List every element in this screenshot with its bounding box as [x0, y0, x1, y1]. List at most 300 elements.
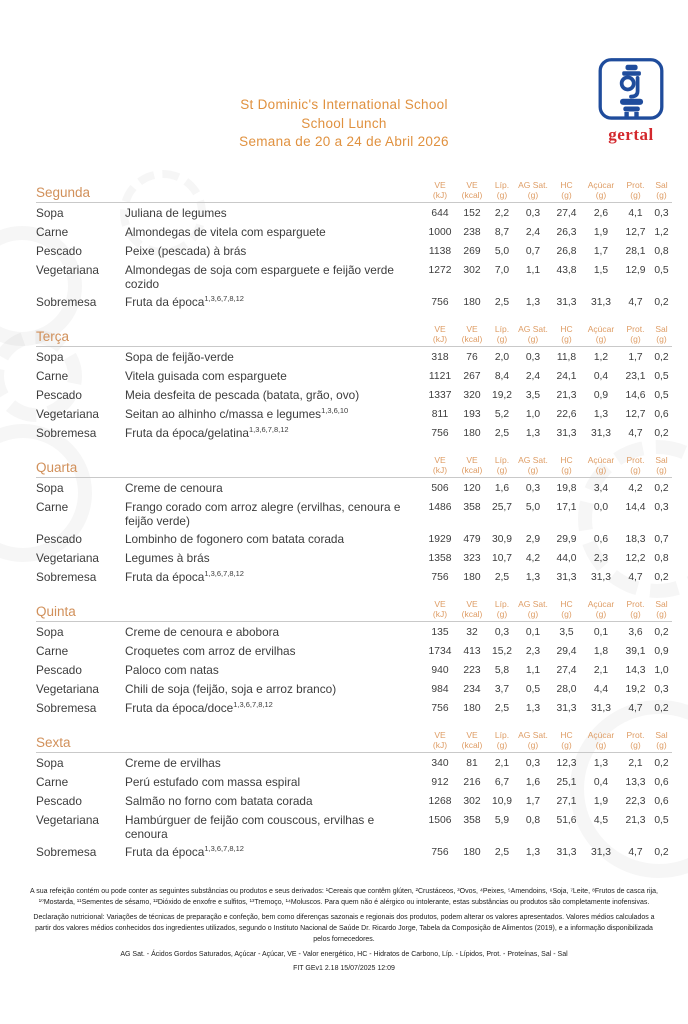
nutrition-value: 22,3	[625, 796, 646, 807]
nutrition-value: 4,7	[628, 297, 643, 308]
meal-category: Carne	[36, 775, 69, 789]
column-unit: (g)	[561, 465, 572, 475]
column-unit: (g)	[561, 190, 572, 200]
day-rows	[36, 347, 672, 441]
nutrition-value: 2,5	[494, 572, 510, 583]
nutrition-value: 1,2	[654, 227, 669, 238]
nutrition-value: 1,1	[525, 265, 541, 276]
column-unit: (g)	[595, 465, 607, 475]
nutrition-value: 2,3	[593, 553, 609, 564]
menu-row	[36, 426, 672, 441]
nutrition-value: 8,7	[494, 227, 510, 238]
nutrition-value: 0,2	[654, 297, 669, 308]
column-label: Prot.	[626, 730, 645, 740]
menu-row	[36, 663, 672, 678]
column-header	[651, 455, 672, 475]
column-label: VE	[466, 730, 478, 740]
day-name: Terça	[36, 329, 70, 344]
column-header	[620, 730, 651, 750]
allergen-superscript: 1,3,6,7,8,12	[233, 700, 273, 710]
nutrition-value: 193	[463, 409, 481, 420]
dish-name: Paloco com natas	[125, 663, 219, 677]
nutrition-value: 1,0	[525, 409, 541, 420]
menu-row	[36, 263, 672, 291]
column-unit: (g)	[496, 609, 508, 619]
nutrition-value: 11,8	[556, 352, 577, 363]
column-unit: (g)	[496, 334, 508, 344]
nutrition-value: 2,5	[494, 428, 510, 439]
column-label: Sal	[655, 455, 668, 465]
nutrition-value: 12,9	[625, 265, 646, 276]
meal-category: Vegetariana	[36, 263, 99, 277]
nutrition-value: 0,7	[654, 534, 669, 545]
nutrition-value: 2,5	[494, 297, 510, 308]
nutrition-value: 0,3	[654, 684, 669, 695]
nutrition-value: 44,0	[556, 553, 577, 564]
nutrition-value: 2,1	[593, 665, 609, 676]
nutrition-value: 8,4	[494, 371, 510, 382]
nutrition-value: 32	[466, 627, 478, 638]
nutrition-value: 12,2	[625, 553, 646, 564]
nutrition-value: 22,6	[556, 409, 577, 420]
column-header	[489, 324, 515, 344]
nutrition-value: 0,2	[654, 352, 669, 363]
nutrition-value: 28,1	[625, 246, 646, 257]
allergen-superscript: 1,3,6,10	[321, 406, 349, 416]
nutrition-value: 76	[466, 352, 478, 363]
column-unit: (g)	[595, 334, 607, 344]
nutrition-value: 479	[463, 534, 481, 545]
nutrition-value: 323	[463, 553, 481, 564]
column-unit: (kJ)	[432, 465, 448, 475]
nutrition-value: 0,6	[654, 777, 669, 788]
nutrition-value: 0,6	[593, 534, 609, 545]
menu-row	[36, 407, 672, 422]
nutrition-value: 180	[463, 703, 481, 714]
nutrition-value: 756	[431, 428, 449, 439]
menu-row	[36, 500, 672, 528]
meal-category: Sopa	[36, 350, 64, 364]
column-header	[551, 180, 582, 200]
column-header	[489, 180, 515, 200]
column-label: AG Sat.	[518, 324, 548, 334]
menu-type: School Lunch	[301, 115, 387, 131]
column-unit: (kcal)	[461, 609, 483, 619]
column-header	[582, 180, 620, 200]
dish-name: Hambúrguer de feijão com couscous, ervilhas e cenoura	[125, 813, 375, 841]
column-unit: (kJ)	[432, 334, 448, 344]
nutrition-value: 39,1	[625, 646, 646, 657]
column-header	[489, 599, 515, 619]
menu-row	[36, 206, 672, 221]
column-unit: (g)	[527, 334, 539, 344]
nutrition-value: 10,7	[491, 553, 513, 564]
nutrition-value: 4,7	[628, 703, 643, 714]
nutrition-value: 223	[463, 665, 481, 676]
column-header	[651, 599, 672, 619]
nutrition-value: 19,2	[625, 684, 646, 695]
column-unit: (g)	[496, 465, 508, 475]
nutrition-value: 506	[431, 483, 449, 494]
nutrition-value: 29,9	[556, 534, 577, 545]
nutrition-value: 756	[431, 847, 449, 858]
nutrition-value: 1,3	[525, 847, 541, 858]
column-unit: (g)	[656, 609, 667, 619]
column-header	[582, 324, 620, 344]
nutrition-value: 5,0	[525, 502, 541, 513]
column-label: AG Sat.	[518, 599, 548, 609]
nutrition-value: 216	[463, 777, 481, 788]
day-rows	[36, 622, 672, 716]
nutrition-value: 1,7	[593, 246, 609, 257]
column-header	[425, 180, 455, 200]
column-header	[620, 180, 651, 200]
nutrition-value: 413	[463, 646, 481, 657]
menu-row	[36, 532, 672, 547]
column-unit: (g)	[527, 190, 539, 200]
nutrition-value: 1,7	[525, 796, 541, 807]
column-header	[515, 730, 551, 750]
menu-row	[36, 350, 672, 365]
nutrition-value: 180	[463, 572, 481, 583]
menu-row	[36, 682, 672, 697]
nutrition-value: 13,3	[625, 777, 646, 788]
logo-wordmark: gertal	[608, 125, 654, 144]
nutrition-value: 1,3	[525, 297, 541, 308]
column-unit: (g)	[656, 334, 667, 344]
nutrition-value: 4,7	[628, 847, 643, 858]
meal-category: Sobremesa	[36, 295, 97, 309]
meal-category: Vegetariana	[36, 551, 99, 565]
nutrition-value: 2,4	[525, 227, 541, 238]
nutrition-value: 0,2	[654, 428, 669, 439]
column-unit: (g)	[656, 465, 667, 475]
nutrition-value: 31,3	[590, 428, 612, 439]
nutrition-value: 1,2	[593, 352, 609, 363]
nutrition-value: 1,3	[593, 409, 609, 420]
nutrition-value: 31,3	[590, 847, 612, 858]
nutrition-value: 5,9	[494, 815, 510, 826]
dish-name: Salmão no forno com batata corada	[125, 794, 313, 808]
nutrition-value: 2,9	[525, 534, 541, 545]
day-name: Quinta	[36, 604, 76, 619]
column-header	[425, 730, 455, 750]
allergen-superscript: 1,3,6,7,8,12	[248, 425, 289, 435]
nutrition-value: 31,3	[556, 572, 577, 583]
nutrition-value: 756	[431, 572, 449, 583]
nutrition-value: 811	[431, 409, 449, 420]
nutrition-value: 19,8	[556, 483, 577, 494]
dish-name: Creme de cenoura	[125, 481, 223, 495]
meal-category: Pescado	[36, 532, 82, 546]
nutrition-value: 234	[463, 684, 481, 695]
nutrition-value: 0,2	[654, 847, 669, 858]
day-header-row	[36, 324, 672, 347]
menu-row	[36, 369, 672, 384]
column-label: VE	[434, 324, 446, 334]
day-header-row	[36, 599, 672, 622]
nutrition-value: 238	[463, 227, 481, 238]
menu-row	[36, 481, 672, 496]
column-label: Prot.	[626, 455, 645, 465]
nutrition-value: 25,1	[556, 777, 577, 788]
column-unit: (g)	[595, 190, 607, 200]
column-label: Sal	[655, 730, 668, 740]
nutrition-value: 1268	[428, 796, 452, 807]
nutrition-value: 25,7	[491, 502, 513, 513]
nutrition-value: 358	[463, 502, 481, 513]
nutrition-value: 31,3	[556, 703, 577, 714]
nutrition-value: 18,3	[625, 534, 646, 545]
dish-name: Frango corado com arroz alegre (ervilhas, cenoura e feijão verde)	[125, 500, 401, 528]
nutrition-value: 1,3	[593, 758, 609, 769]
nutrition-value: 2,1	[494, 758, 510, 769]
column-unit: (g)	[527, 609, 539, 619]
column-unit: (kJ)	[432, 740, 448, 750]
column-header	[455, 455, 489, 475]
dish-name: Fruta da época/doce$^{1,3,6,7,8,12}$	[125, 700, 273, 715]
column-unit: (g)	[656, 740, 667, 750]
column-header	[489, 455, 515, 475]
nutrition-value: 7,0	[494, 265, 510, 276]
nutrition-value: 1,0	[654, 665, 669, 676]
gertal-logo	[586, 58, 676, 145]
column-label: VE	[434, 730, 446, 740]
column-label: VE	[434, 455, 446, 465]
column-unit: (g)	[595, 740, 607, 750]
column-label: VE	[466, 455, 478, 465]
column-label: Açúcar	[587, 599, 615, 609]
column-unit: (g)	[561, 334, 572, 344]
nutrition-value: 1000	[428, 227, 452, 238]
dish-name: Seitan ao alhinho c/massa e legumes$^{1,3,6,10}$	[125, 406, 349, 421]
nutrition-value: 3,4	[593, 483, 609, 494]
nutrition-value: 1929	[428, 534, 452, 545]
nutrition-value: 14,3	[625, 665, 646, 676]
column-label: Prot.	[626, 324, 645, 334]
nutrition-value: 1138	[428, 246, 452, 257]
day-section	[36, 599, 672, 716]
nutrition-value: 14,4	[625, 502, 646, 513]
nutrition-value: 14,6	[625, 390, 646, 401]
dish-name: Sopa de feijão-verde	[125, 350, 234, 364]
column-header	[651, 180, 672, 200]
nutrition-value: 912	[431, 777, 449, 788]
dish-name: Creme de cenoura e abobora	[125, 625, 280, 639]
abbreviations-note: AG Sat. - Ácidos Gordos Saturados, Açúcar - Açúcar, VE - Valor energético, HC - Hidratos de Carbono, Líp. - Lípidos, Prot. - Proteínas, Sal - Sal	[120, 950, 568, 958]
column-header	[515, 455, 551, 475]
dish-name: Croquetes com arroz de ervilhas	[125, 644, 296, 658]
nutrition-value: 0,5	[654, 371, 669, 382]
column-header	[455, 599, 489, 619]
column-label: Líp.	[494, 599, 510, 609]
nutrition-value: 43,8	[556, 265, 577, 276]
nutrition-value: 1,8	[593, 646, 609, 657]
day-name: Segunda	[36, 185, 91, 200]
nutrition-value: 0,8	[525, 815, 541, 826]
column-label: HC	[560, 324, 573, 334]
column-label: VE	[466, 180, 478, 190]
nutrition-value: 4,2	[628, 483, 643, 494]
meal-category: Vegetariana	[36, 813, 99, 827]
column-label: AG Sat.	[518, 180, 548, 190]
nutrition-value: 2,2	[494, 208, 510, 219]
nutrition-value: 12,7	[625, 409, 646, 420]
nutrition-value: 0,3	[494, 627, 510, 638]
allergen-superscript: 1,3,6,7,8,12	[204, 294, 244, 304]
nutrition-value: 180	[463, 428, 481, 439]
nutrition-value: 3,6	[628, 627, 643, 638]
nutrition-value: 12,3	[556, 758, 577, 769]
nutrition-value: 0,4	[593, 371, 609, 382]
week-range: Semana de 20 a 24 de Abril 2026	[239, 134, 449, 149]
nutrition-value: 81	[466, 758, 478, 769]
column-unit: (kcal)	[461, 190, 483, 200]
menu-row	[36, 701, 672, 716]
dish-name: Almondegas de vitela com esparguete	[125, 225, 326, 239]
meal-category: Pescado	[36, 244, 82, 258]
nutrition-value: 1121	[428, 371, 452, 382]
nutrition-value: 2,5	[494, 847, 510, 858]
allergen-note: A sua refeição contém ou pode conter as seguintes substâncias ou produtos e seus derivados: ¹Cereais que contêm glúten, ²Crustáceos, ³Ovos, ⁴Peixes, ⁵Amendoins, ⁶Soja, ⁷Leite, ⁸Frutos de casca rija, ¹⁰Mostarda, ¹¹Sementes de sésamo, ¹²Dióxido de enxofre e sulfitos, ¹³Tremoço, ¹⁴Moluscos. Para quem não é alérgico ou intolerante, estas substâncias ou produtos são completamente inofensivas.	[30, 888, 658, 907]
allergen-superscript: 1,3,6,7,8,12	[204, 844, 244, 854]
day-section	[36, 324, 672, 441]
column-label: AG Sat.	[518, 730, 548, 740]
column-header	[551, 324, 582, 344]
column-header	[551, 730, 582, 750]
meal-category: Pescado	[36, 663, 82, 677]
column-unit: (kJ)	[432, 190, 448, 200]
column-label: VE	[434, 180, 446, 190]
nutrition-value: 0,3	[654, 208, 669, 219]
menu-row	[36, 225, 672, 240]
nutrition-value: 267	[463, 371, 481, 382]
nutrition-value: 2,1	[628, 758, 643, 769]
day-rows	[36, 478, 672, 585]
nutrition-value: 135	[431, 627, 449, 638]
meal-category: Pescado	[36, 388, 82, 402]
meal-category: Sobremesa	[36, 701, 97, 715]
nutrition-value: 1,6	[525, 777, 541, 788]
column-header	[425, 324, 455, 344]
nutrition-value: 120	[463, 483, 481, 494]
column-unit: (g)	[561, 609, 572, 619]
menu-row	[36, 845, 672, 860]
chef-logo-icon	[598, 58, 664, 122]
column-header	[489, 730, 515, 750]
day-header-row	[36, 730, 672, 753]
column-label: AG Sat.	[518, 455, 548, 465]
nutrition-declaration: Declaração nutricional: Variações de técnicas de preparação e confeção, bem como diferenças sazonais e regionais dos produtos, podem alterar os valores apresentados. Valores médios calculados a partir dos valores médios conhecidos dos ingredientes utilizados, segundo o Instituto Nacional de Saúde Dr. Ricardo Jorge, Tabela da Composição de Alimentos (2019), e a informação disponibilizada pelos fornecedores.	[33, 913, 655, 944]
meal-category: Carne	[36, 644, 69, 658]
nutrition-value: 0,4	[593, 777, 609, 788]
column-unit: (g)	[527, 740, 539, 750]
nutrition-value: 0,3	[525, 208, 541, 219]
nutrition-value: 756	[431, 703, 449, 714]
nutrition-value: 4,7	[628, 572, 643, 583]
nutrition-value: 2,5	[494, 703, 510, 714]
column-label: Líp.	[494, 180, 510, 190]
nutrition-value: 1,5	[593, 265, 609, 276]
column-unit: (g)	[630, 334, 641, 344]
nutrition-value: 21,3	[556, 390, 577, 401]
nutrition-value: 4,2	[525, 553, 541, 564]
column-header	[620, 324, 651, 344]
nutrition-value: 3,5	[559, 627, 574, 638]
nutrition-value: 1,6	[494, 483, 510, 494]
nutrition-value: 30,9	[491, 534, 513, 545]
day-section	[36, 455, 672, 585]
meal-category: Pescado	[36, 794, 82, 808]
meal-category: Carne	[36, 500, 69, 514]
column-header	[515, 599, 551, 619]
nutrition-value: 1,1	[525, 665, 541, 676]
nutrition-value: 0,2	[654, 627, 669, 638]
nutrition-value: 24,1	[556, 371, 577, 382]
column-header	[515, 180, 551, 200]
meal-category: Sopa	[36, 481, 64, 495]
nutrition-value: 180	[463, 297, 481, 308]
column-label: HC	[560, 599, 573, 609]
nutrition-value: 0,1	[525, 627, 541, 638]
day-section	[36, 730, 672, 860]
nutrition-value: 0,2	[654, 572, 669, 583]
day-header-row	[36, 180, 672, 203]
nutrition-value: 2,0	[494, 352, 510, 363]
nutrition-value: 302	[463, 796, 481, 807]
nutrition-value: 0,5	[654, 815, 669, 826]
column-label: Sal	[655, 599, 668, 609]
column-header	[582, 730, 620, 750]
nutrition-value: 31,3	[556, 428, 577, 439]
nutrition-value: 51,6	[556, 815, 577, 826]
nutrition-value: 31,3	[590, 572, 612, 583]
nutrition-value: 0,1	[593, 627, 609, 638]
nutrition-value: 0,9	[593, 390, 609, 401]
nutrition-value: 0,5	[654, 265, 669, 276]
nutrition-value: 5,0	[494, 246, 510, 257]
column-header	[620, 599, 651, 619]
nutrition-value: 4,5	[593, 815, 609, 826]
column-label: Líp.	[494, 730, 510, 740]
dish-name: Legumes à brás	[125, 551, 210, 565]
nutrition-value: 0,3	[525, 758, 541, 769]
school-name: St Dominic's International School	[240, 97, 448, 112]
column-unit: (kcal)	[461, 334, 483, 344]
nutrition-value: 0,2	[654, 483, 669, 494]
dish-name: Fruta da época$^{1,3,6,7,8,12}$	[125, 569, 244, 584]
nutrition-value: 1,7	[628, 352, 643, 363]
column-label: VE	[466, 324, 478, 334]
column-label: Açúcar	[587, 455, 615, 465]
column-header	[582, 599, 620, 619]
column-unit: (g)	[496, 190, 508, 200]
column-header	[582, 455, 620, 475]
menu-row	[36, 794, 672, 809]
nutrition-value: 320	[463, 390, 481, 401]
nutrition-value: 1,3	[525, 428, 541, 439]
dish-name: Fruta da época$^{1,3,6,7,8,12}$	[125, 294, 244, 309]
column-header	[425, 455, 455, 475]
menu-row	[36, 813, 672, 841]
nutrition-value: 1,3	[525, 572, 541, 583]
nutrition-value: 27,4	[556, 665, 577, 676]
meal-category: Sobremesa	[36, 570, 97, 584]
nutrition-value: 4,7	[628, 428, 643, 439]
nutrition-value: 0,2	[654, 758, 669, 769]
meal-category: Sobremesa	[36, 845, 97, 859]
nutrition-value: 3,5	[525, 390, 541, 401]
